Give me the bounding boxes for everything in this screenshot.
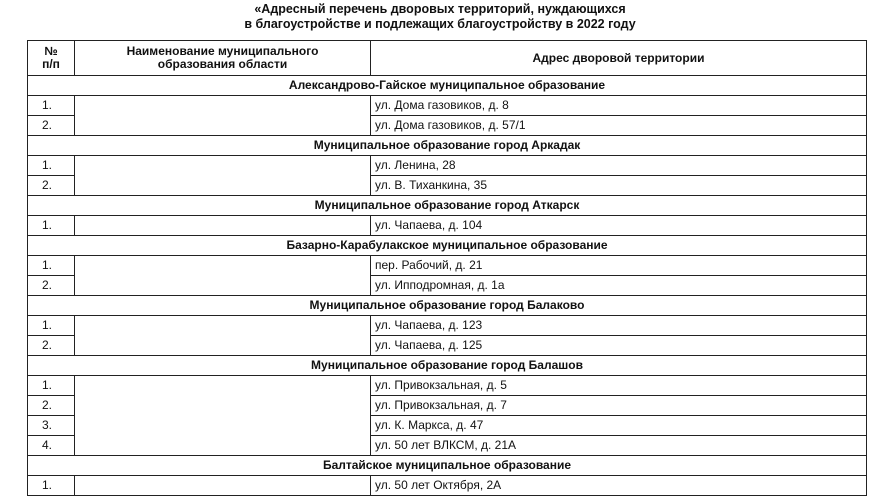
section-title: Муниципальное образование город Балашов	[28, 356, 867, 376]
header-address: Адрес дворовой территории	[371, 41, 867, 76]
address-cell: ул. В. Тиханкина, 35	[371, 176, 867, 196]
header-municipality	[75, 41, 371, 76]
header-municipality-line2: образования области	[157, 57, 288, 71]
section-row	[28, 356, 867, 376]
table-row	[28, 316, 867, 336]
row-number: 1.	[28, 96, 75, 116]
table-body	[28, 76, 867, 496]
row-number: 1.	[28, 376, 75, 396]
municipality-cell	[75, 216, 371, 236]
row-number: 4.	[28, 436, 75, 456]
section-row	[28, 76, 867, 96]
title-line-1: «Адресный перечень дворовых территорий, нуждающихся	[254, 2, 626, 16]
section-row	[28, 136, 867, 156]
document-title	[0, 2, 880, 32]
address-cell: ул. 50 лет ВЛКСМ, д. 21А	[371, 436, 867, 456]
address-cell: ул. Чапаева, д. 125	[371, 336, 867, 356]
municipality-cell	[75, 316, 371, 356]
title-line-2: в благоустройстве и подлежащих благоустройству в 2022 году	[244, 17, 636, 31]
address-cell: пер. Рабочий, д. 21	[371, 256, 867, 276]
section-row	[28, 296, 867, 316]
address-cell: ул. Ипподромная, д. 1а	[371, 276, 867, 296]
row-number: 2.	[28, 396, 75, 416]
municipality-cell	[75, 476, 371, 496]
address-cell: ул. Ленина, 28	[371, 156, 867, 176]
address-cell: ул. Дома газовиков, д. 57/1	[371, 116, 867, 136]
table-row	[28, 376, 867, 396]
row-number: 2.	[28, 336, 75, 356]
address-cell: ул. К. Маркса, д. 47	[371, 416, 867, 436]
section-title: Базарно-Карабулакское муниципальное образование	[28, 236, 867, 256]
address-cell: ул. Привокзальная, д. 7	[371, 396, 867, 416]
address-cell: ул. Привокзальная, д. 5	[371, 376, 867, 396]
address-table	[27, 40, 867, 496]
row-number: 1.	[28, 316, 75, 336]
municipality-cell	[75, 256, 371, 296]
section-title: Балтайское муниципальное образование	[28, 456, 867, 476]
address-cell: ул. Чапаева, д. 123	[371, 316, 867, 336]
section-title: Муниципальное образование город Аркадак	[28, 136, 867, 156]
table-row	[28, 476, 867, 496]
header-row	[28, 41, 867, 76]
section-title: Муниципальное образование город Аткарск	[28, 196, 867, 216]
table-row	[28, 216, 867, 236]
header-num	[28, 41, 75, 76]
row-number: 3.	[28, 416, 75, 436]
table-row	[28, 96, 867, 116]
row-number: 2.	[28, 116, 75, 136]
row-number: 2.	[28, 176, 75, 196]
row-number: 1.	[28, 256, 75, 276]
header-num-line1: №	[44, 44, 58, 58]
row-number: 1.	[28, 216, 75, 236]
header-num-line2: п/п	[42, 57, 60, 71]
table-row	[28, 156, 867, 176]
row-number: 2.	[28, 276, 75, 296]
row-number: 1.	[28, 156, 75, 176]
section-title: Муниципальное образование город Балаково	[28, 296, 867, 316]
address-cell: ул. 50 лет Октября, 2А	[371, 476, 867, 496]
table-row	[28, 256, 867, 276]
municipality-cell	[75, 376, 371, 456]
section-row	[28, 236, 867, 256]
section-row	[28, 196, 867, 216]
address-cell: ул. Чапаева, д. 104	[371, 216, 867, 236]
section-row	[28, 456, 867, 476]
municipality-cell	[75, 96, 371, 136]
row-number: 1.	[28, 476, 75, 496]
municipality-cell	[75, 156, 371, 196]
section-title: Александрово-Гайское муниципальное образование	[28, 76, 867, 96]
header-municipality-line1: Наименование муниципального	[126, 44, 319, 58]
address-cell: ул. Дома газовиков, д. 8	[371, 96, 867, 116]
